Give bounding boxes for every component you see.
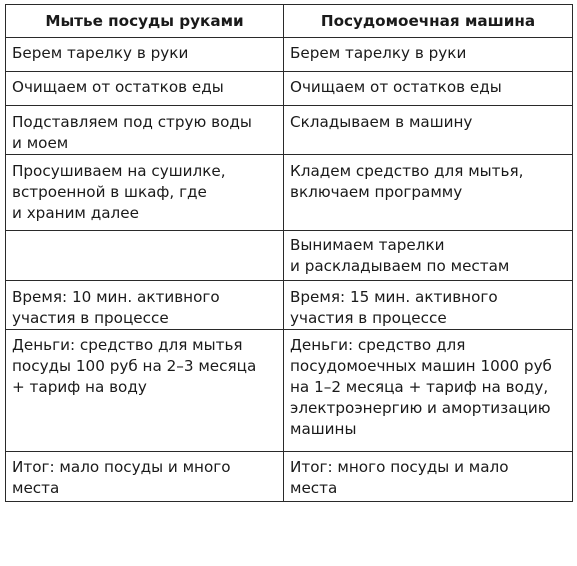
cell-machine: Берем тарелку в руки bbox=[284, 38, 573, 72]
cell-hand: Подставляем под струю воды и моем bbox=[6, 106, 284, 155]
cell-machine: Складываем в машину bbox=[284, 106, 573, 155]
header-dishwasher: Посудомоечная машина bbox=[284, 5, 573, 38]
cell-hand: Берем тарелку в руки bbox=[6, 38, 284, 72]
cell-hand: Просушиваем на сушилке, встроенной в шкаф, где и храним далее bbox=[6, 155, 284, 231]
cell-hand-time: Время: 10 мин. активного участия в процессе bbox=[6, 281, 284, 330]
table-row bbox=[6, 38, 573, 72]
cell-hand-empty bbox=[6, 231, 284, 281]
cell-machine-time: Время: 15 мин. активного участия в процессе bbox=[284, 281, 573, 330]
cell-machine: Вынимаем тарелки и раскладываем по местам bbox=[284, 231, 573, 281]
cell-hand-money: Деньги: средство для мытья посуды 100 руб на 2–3 месяца + тариф на воду bbox=[6, 330, 284, 452]
cell-hand: Очищаем от остатков еды bbox=[6, 72, 284, 106]
table-row bbox=[6, 106, 573, 155]
header-hand-washing: Мытье посуды руками bbox=[6, 5, 284, 38]
header-row bbox=[6, 5, 573, 38]
table-row bbox=[6, 155, 573, 231]
comparison-table bbox=[5, 4, 573, 502]
table-row bbox=[6, 330, 573, 452]
cell-machine: Очищаем от остатков еды bbox=[284, 72, 573, 106]
cell-machine-result: Итог: много посуды и мало места bbox=[284, 452, 573, 502]
cell-machine-money: Деньги: средство для посудомоечных машин 1000 руб на 1–2 месяца + тариф на воду, электроэнергию и амортизацию машины bbox=[284, 330, 573, 452]
cell-machine: Кладем средство для мытья, включаем программу bbox=[284, 155, 573, 231]
table-row bbox=[6, 452, 573, 502]
cell-hand-result: Итог: мало посуды и много места bbox=[6, 452, 284, 502]
table-row bbox=[6, 281, 573, 330]
table-row bbox=[6, 231, 573, 281]
table-row bbox=[6, 72, 573, 106]
